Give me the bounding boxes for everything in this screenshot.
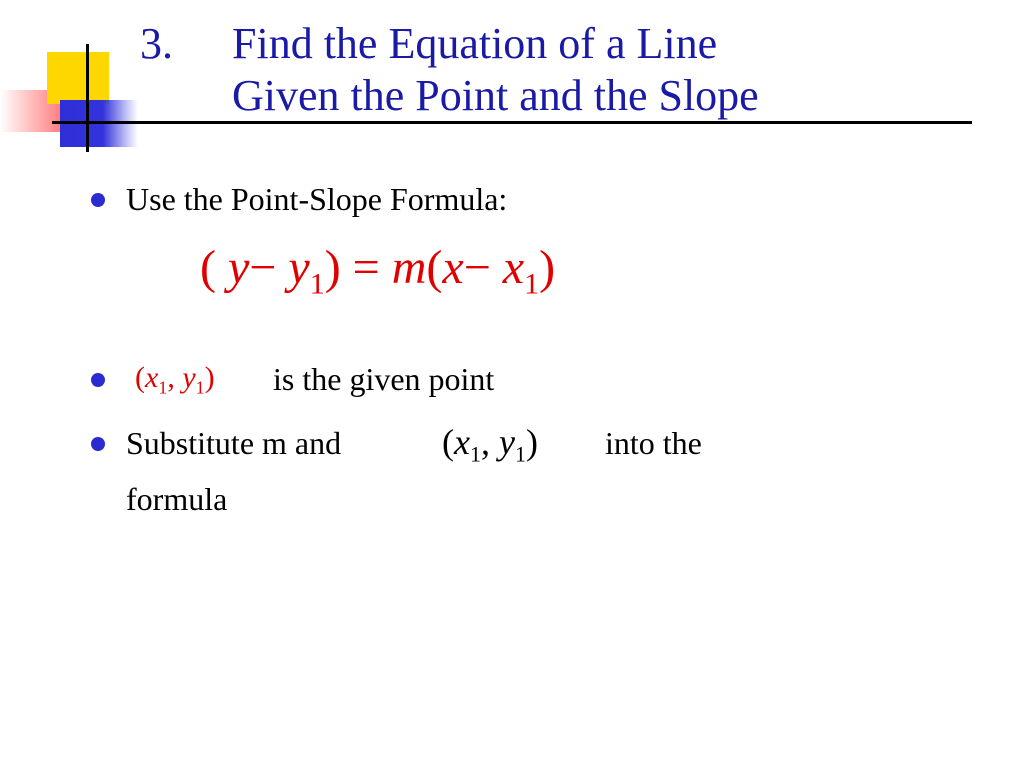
formula-var-m: m <box>391 241 427 294</box>
bullet-icon <box>91 437 105 451</box>
formula-minus: − <box>249 241 277 294</box>
substitute-point-formula <box>442 421 538 467</box>
formula-var-y: y <box>227 241 250 294</box>
point-subscript: 1 <box>469 441 481 467</box>
point-subscript: 1 <box>158 377 168 398</box>
given-point-formula <box>135 360 215 396</box>
formula-equals: = <box>352 241 380 294</box>
bullet-3-text-before: Substitute m and <box>126 425 342 461</box>
point-subscript: 1 <box>514 441 526 467</box>
decorative-yellow-block <box>47 52 109 104</box>
point-var-y: y <box>182 361 196 394</box>
point-paren: ( <box>442 422 454 462</box>
slide-title-line-2: Given the Point and the Slope <box>232 71 759 120</box>
formula-var-x: x <box>442 241 464 294</box>
bullet-2-text: is the given point <box>273 361 495 397</box>
slide-title <box>232 18 992 122</box>
slide-title-number: 3. <box>140 19 173 68</box>
point-var-y: y <box>498 422 515 462</box>
point-comma: , <box>480 422 490 462</box>
bullet-3-text-wrap: formula <box>126 481 228 517</box>
formula-paren: ) <box>324 241 341 294</box>
point-slope-formula <box>200 238 556 301</box>
decorative-vertical-line <box>86 44 89 152</box>
point-comma: , <box>167 361 175 394</box>
bullet-icon <box>91 373 105 387</box>
formula-paren: ( <box>200 241 216 294</box>
bullet-1-text: Use the Point-Slope Formula: <box>126 181 508 217</box>
point-var-x: x <box>454 422 470 462</box>
slide-title-line-1: Find the Equation of a Line <box>232 19 718 68</box>
point-var-x: x <box>145 361 159 394</box>
formula-subscript: 1 <box>524 267 540 301</box>
point-paren: ) <box>525 422 538 462</box>
formula-minus: − <box>463 241 491 294</box>
formula-var-x1: x <box>502 241 525 294</box>
formula-paren: ( <box>426 241 443 294</box>
formula-var-y1: y <box>288 241 310 294</box>
bullet-3-text-after: into the <box>605 425 702 461</box>
point-paren: ( <box>135 361 145 394</box>
point-paren: ) <box>204 361 215 394</box>
point-subscript: 1 <box>195 377 205 398</box>
formula-subscript: 1 <box>309 267 325 301</box>
formula-paren: ) <box>539 241 556 294</box>
bullet-icon <box>91 193 105 207</box>
